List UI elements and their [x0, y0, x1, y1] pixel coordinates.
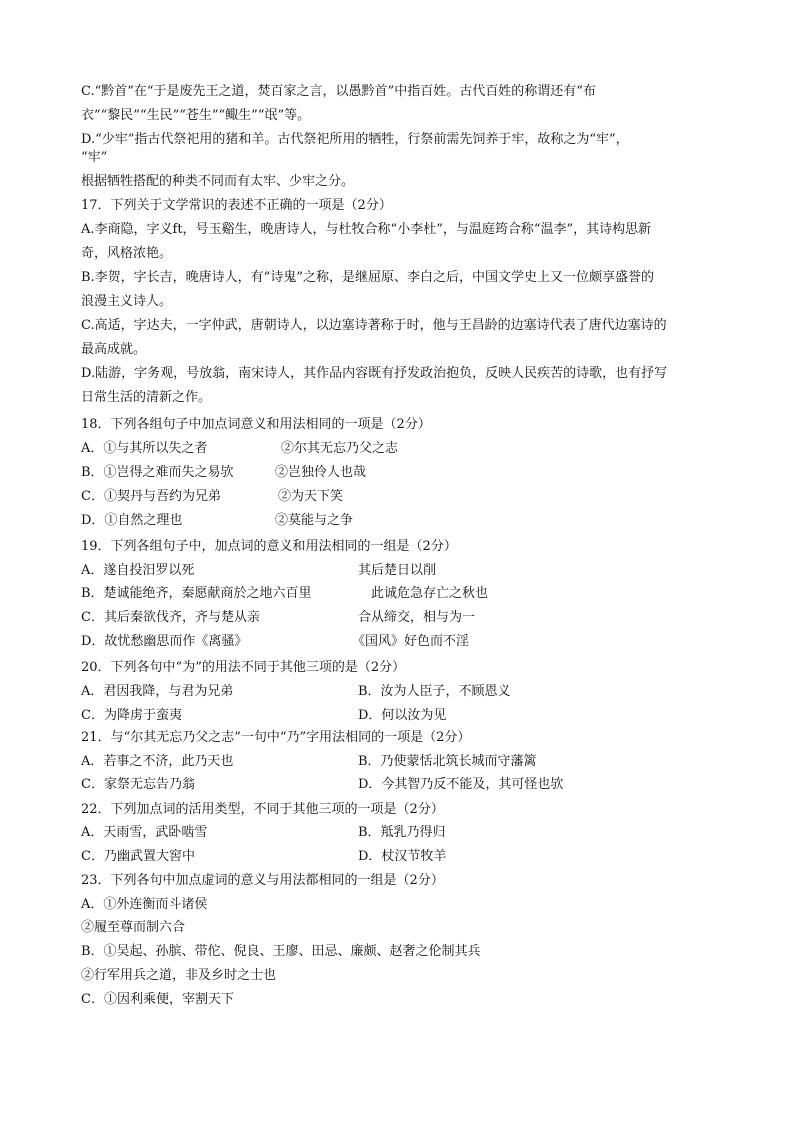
q21-stem: 21．与“尔其无忘乃父之志”一句中“乃”字用法相同的一项是（2分）: [81, 730, 471, 745]
q22-option-d: D．杖汉节牧羊: [358, 849, 447, 864]
q23-option-a-line-2: ②履至尊而制六合: [81, 920, 186, 935]
q19-option-d-part-2: 《国风》好色而不淫: [352, 634, 470, 649]
q23-option-b-line-1: B．①吴起、孙膑、带佗、倪良、王廖、田忌、廉颇、赵奢之伦制其兵: [81, 944, 481, 959]
q23-option-a-line-1: A．①外连衡而斗诸侯: [81, 897, 208, 912]
q17-option-d-line-2: 日常生活的清新之作。: [81, 390, 212, 405]
q22-option-b: B．羝乳乃得归: [358, 825, 446, 840]
option-d-line-1: D.“少牢”指古代祭祀用的猪和羊。古代祭祀所用的牺牲，行祭前需先饲养于牢，故称之为“牢”，: [81, 132, 629, 147]
option-c-line-2: 衣”“黎民”“生民”“苍生”“鲰生”“氓”等。: [81, 108, 311, 123]
q21-option-b: B．乃使蒙恬北筑长城而守藩篱: [358, 754, 537, 769]
q17-option-d-line-1: D.陆游，字务观，号放翁，南宋诗人，其作品内容既有抒发政治抱负，反映人民疾苦的诗歌，也有抒写: [81, 366, 668, 381]
q19-option-b-part-2: 此诚危急存亡之秋也: [371, 586, 489, 601]
q20-option-b: B．汝为人臣子，不顾恩义: [358, 684, 511, 699]
q19-option-b-part-1: B．楚诚能绝齐，秦愿献商於之地六百里: [81, 586, 312, 601]
q17-option-a-line-2: 奇，风格浓艳。: [81, 246, 173, 261]
q22-option-a: A．天雨雪，武卧啮雪: [81, 825, 208, 840]
q17-option-c-line-2: 最高成就。: [81, 342, 147, 357]
q19-option-a-part-1: A．遂自投汨罗以死: [81, 563, 195, 578]
q18-option-c-part-1: C．①契丹与吾约为兄弟: [81, 489, 221, 504]
q23-option-c-line-1: C．①因利乘便，宰割天下: [81, 992, 234, 1007]
q18-option-b-part-1: B．①岂得之难而失之易欤: [81, 465, 234, 480]
q19-option-d-part-1: D．故忧愁幽思而作《离骚》: [81, 634, 248, 649]
q20-option-d: D．何以汝为见: [358, 708, 447, 723]
q18-option-c-part-2: ②为天下笑: [278, 489, 344, 504]
q18-option-d-part-1: D．①自然之理也: [81, 513, 183, 528]
option-c-line-1: C.“黔首”在“于是废先王之道，焚百家之言，以愚黔首”中指百姓。古代百姓的称谓还有“布: [81, 84, 596, 99]
q17-option-c-line-1: C.高适，字达夫，一字仲武，唐朝诗人，以边塞诗著称于时，他与王昌龄的边塞诗代表了唐代边塞诗的: [81, 318, 667, 333]
q19-option-c-part-2: 合从缔交，相与为一: [358, 610, 476, 625]
q23-option-b-line-2: ②行军用兵之道，非及乡时之士也: [81, 968, 277, 983]
q21-option-d: D．今其智乃反不能及，其可怪也欤: [358, 777, 564, 792]
q19-stem: 19．下列各组句子中，加点词的意义和用法相同的一组是（2分）: [81, 539, 457, 554]
q18-option-a-part-2: ②尔其无忘乃父之志: [281, 441, 399, 456]
q17-option-b-line-2: 浪漫主义诗人。: [81, 294, 173, 309]
q19-option-a-part-2: 其后楚日以削: [358, 563, 437, 578]
q22-option-c: C．乃幽武置大窖中: [81, 849, 195, 864]
q21-option-c: C．家祭无忘告乃翁: [81, 777, 195, 792]
q20-option-c: C．为降虏于蛮夷: [81, 708, 182, 723]
q18-option-a-part-1: A．①与其所以失之者: [81, 441, 208, 456]
option-d-line-2: “牢”: [81, 150, 108, 165]
q18-stem: 18．下列各组句子中加点词意义和用法相同的一项是（2分）: [81, 417, 431, 432]
q23-stem: 23．下列各句中加点虚词的意义与用法都相同的一组是（2分）: [81, 873, 444, 888]
q22-stem: 22．下列加点词的活用类型，不同于其他三项的一项是（2分）: [81, 802, 444, 817]
q18-option-d-part-2: ②莫能与之争: [275, 513, 354, 528]
q18-option-b-part-2: ②岂独伶人也哉: [275, 465, 367, 480]
q19-option-c-part-1: C．其后秦欲伐齐，齐与楚从亲: [81, 610, 260, 625]
q17-option-b-line-1: B.李贺，字长吉，晚唐诗人，有“诗鬼”之称，是继屈原、李白之后，中国文学史上又一位颇享盛誉的: [81, 270, 654, 285]
q17-stem: 17．下列关于文学常识的表述不正确的一项是（2分）: [81, 198, 392, 213]
option-d-line-3: 根据牺牲搭配的种类不同而有太牢、少牢之分。: [81, 174, 355, 189]
q17-option-a-line-1: A.李商隐，字义ft，号玉谿生，晚唐诗人，与杜牧合称“小李杜”，与温庭筠合称“温李”，其诗构思新: [81, 222, 652, 237]
q20-option-a: A．君因我降，与君为兄弟: [81, 684, 234, 699]
q20-stem: 20．下列各句中“为”的用法不同于其他三项的是（2分）: [81, 660, 406, 675]
q21-option-a: A．若事之不济，此乃天也: [81, 754, 234, 769]
